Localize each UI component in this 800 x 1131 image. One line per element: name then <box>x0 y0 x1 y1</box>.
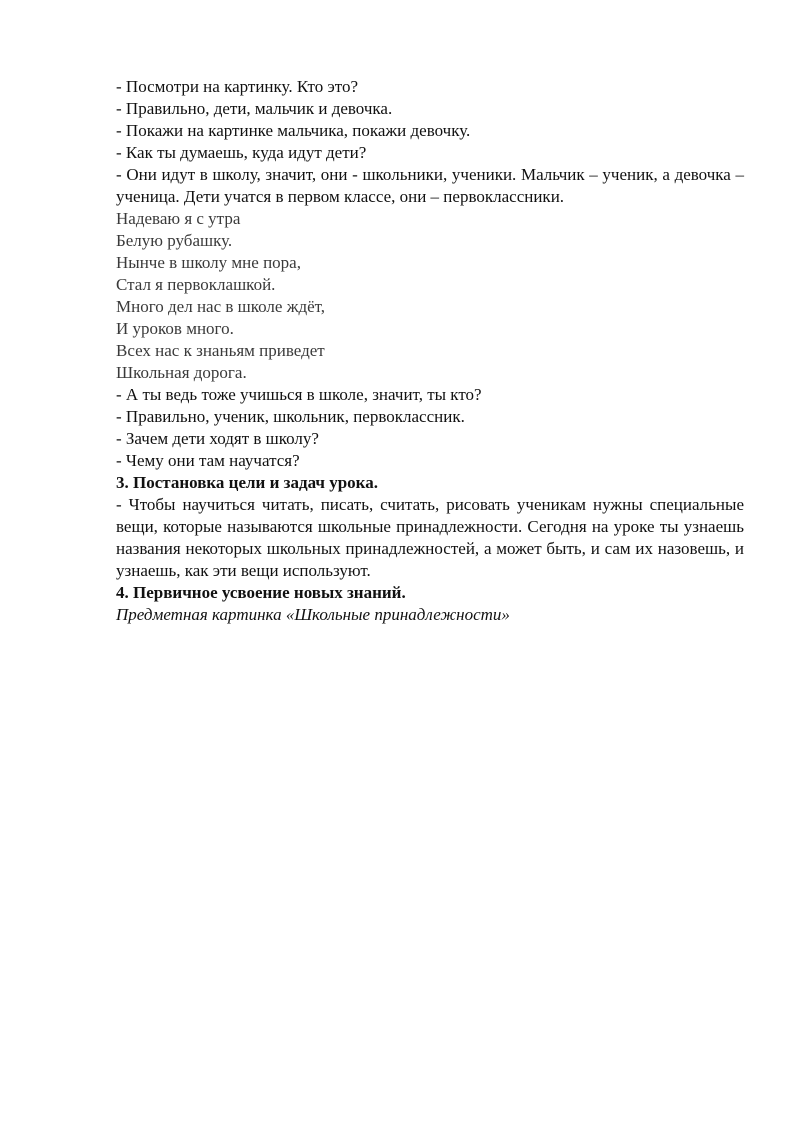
poem-line: Стал я первоклашкой. <box>116 275 276 294</box>
poem-line: Белую рубашку. <box>116 231 233 250</box>
dialogue-line: - Правильно, дети, мальчик и девочка. <box>116 99 393 118</box>
section-4-heading: 4. Первичное усвоение новых знаний. <box>116 583 406 602</box>
document-page <box>116 76 744 626</box>
poem-line: Школьная дорога. <box>116 363 247 382</box>
poem-line: Надеваю я с утра <box>116 209 241 228</box>
dialogue-line: - Покажи на картинке мальчика, покажи девочку. <box>116 121 471 140</box>
dialogue-line: - Правильно, ученик, школьник, первоклассник. <box>116 407 465 426</box>
dialogue-line: - Чему они там научатся? <box>116 451 300 470</box>
section-3-heading: 3. Постановка цели и задач урока. <box>116 473 378 492</box>
explanation-paragraph: - Они идут в школу, значит, они - школьники, ученики. Мальчик – ученик, а девочка – ученица. Дети учатся в первом классе, они – первоклассники. <box>116 165 744 206</box>
poem-line: И уроков много. <box>116 319 234 338</box>
poem-line: Нынче в школу мне пора, <box>116 253 301 272</box>
dialogue-line: - Посмотри на картинку. Кто это? <box>116 77 359 96</box>
poem-line: Всех нас к знаньям приведет <box>116 341 325 360</box>
section-3-paragraph: - Чтобы научиться читать, писать, считать, рисовать ученикам нужны специальные вещи, которые называются школьные принадлежности. Сегодня на уроке ты узнаешь названия некоторых школьных принадлежностей, а может быть, и сам их назовешь, и узнаешь, как эти вещи используют. <box>116 495 744 580</box>
dialogue-line: - А ты ведь тоже учишься в школе, значит, ты кто? <box>116 385 482 404</box>
poem-line: Много дел нас в школе ждёт, <box>116 297 326 316</box>
picture-caption: Предметная картинка «Школьные принадлежности» <box>116 605 510 624</box>
dialogue-line: - Как ты думаешь, куда идут дети? <box>116 143 367 162</box>
dialogue-line: - Зачем дети ходят в школу? <box>116 429 319 448</box>
